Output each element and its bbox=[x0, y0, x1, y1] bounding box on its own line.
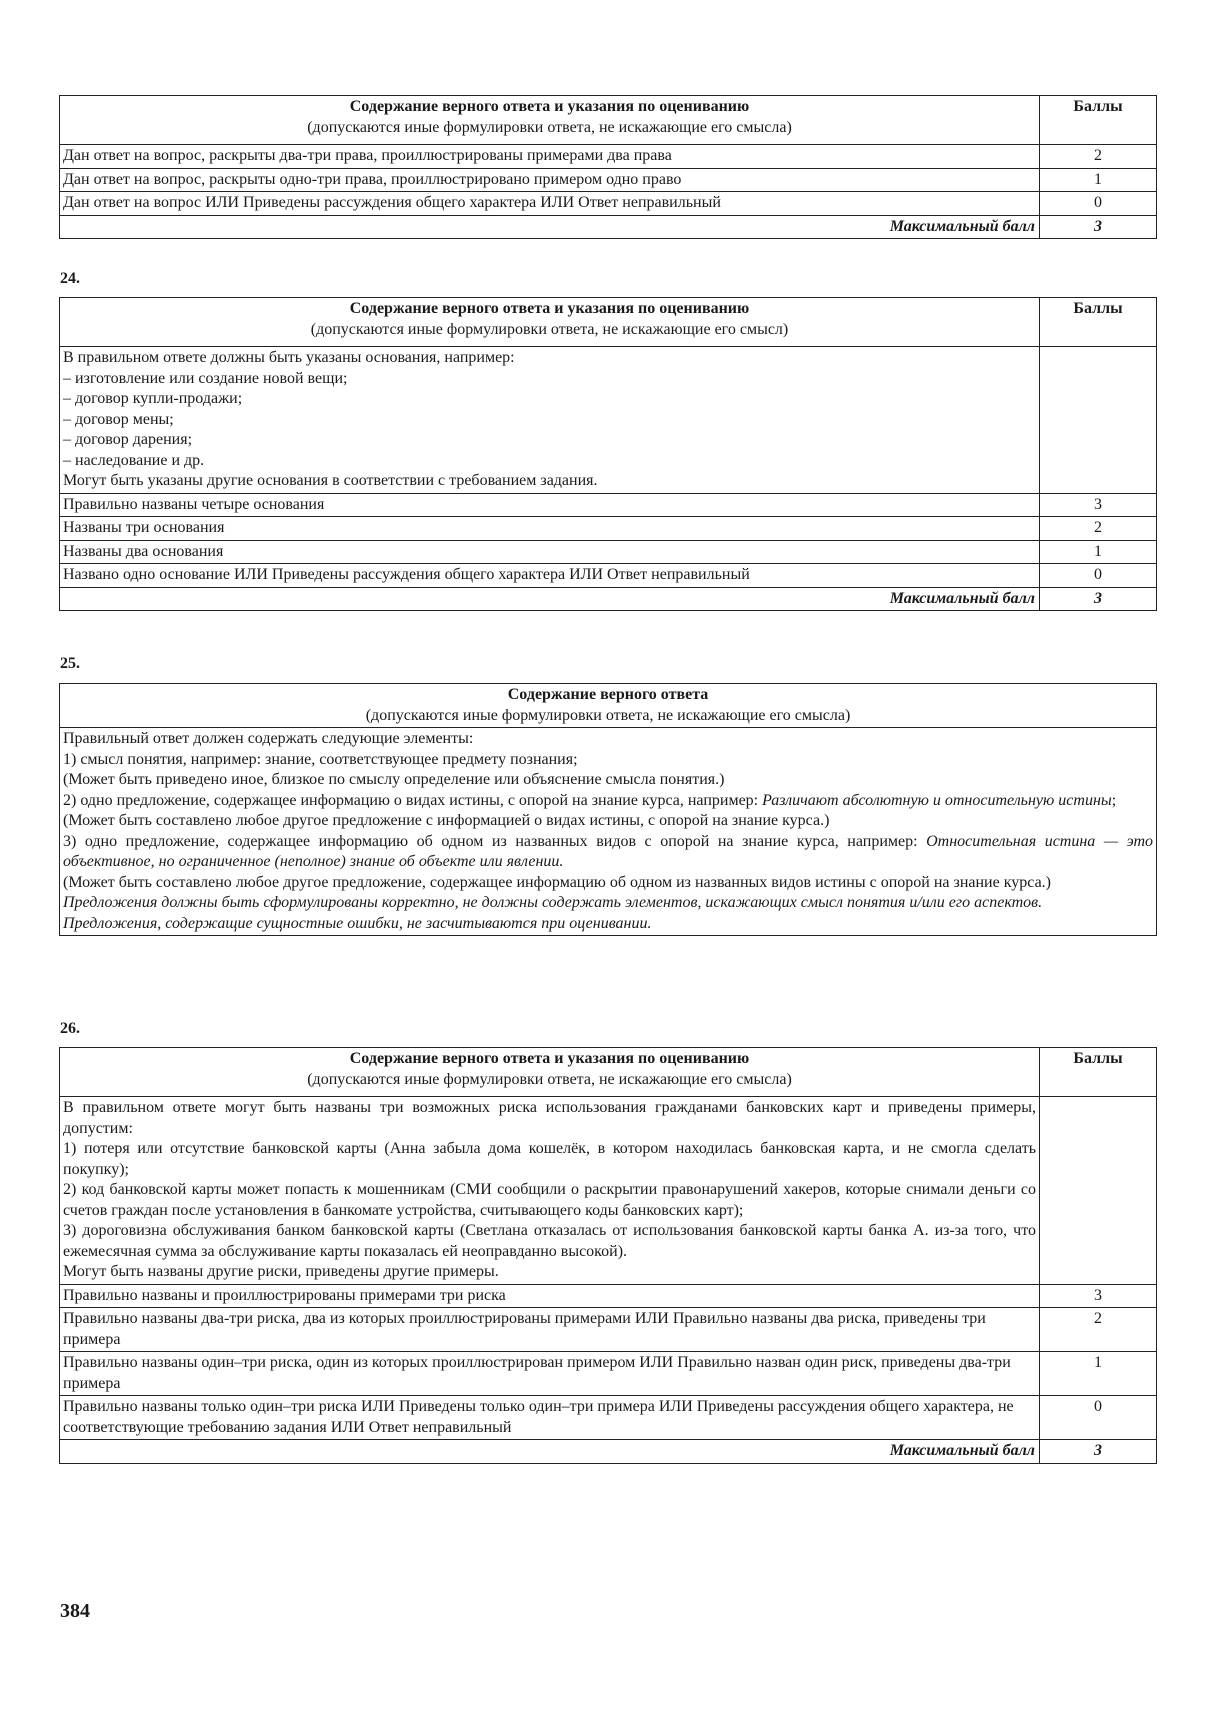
score-value: 2 bbox=[1040, 1308, 1157, 1352]
text-segment: Предложения должны быть сформулированы корректно, не должны содержать элементов, искажающих смысл понятия и/или его аспектов. bbox=[63, 894, 1043, 911]
criterion-text: Названы три основания bbox=[60, 517, 1040, 541]
max-row bbox=[60, 587, 1157, 611]
score-row bbox=[60, 1308, 1157, 1352]
max-label: Максимальный балл bbox=[60, 215, 1040, 239]
content-line: Могут быть указаны другие основания в соответствии с требованием задания. bbox=[63, 472, 598, 489]
content-line: – наследование и др. bbox=[63, 451, 205, 469]
q25-table bbox=[59, 683, 1157, 936]
q26-table bbox=[59, 1047, 1157, 1464]
answer-content-row bbox=[60, 1097, 1157, 1285]
criterion-text: Названы два основания bbox=[60, 540, 1040, 564]
text-segment: 2) одно предложение, содержащее информацию о видах истины, с опорой на знание курса, например: bbox=[63, 791, 763, 809]
score-row bbox=[60, 1284, 1157, 1308]
header-row bbox=[60, 96, 1157, 145]
header-subtitle: (допускаются иные формулировки ответа, не искажающие его смысла) bbox=[307, 118, 792, 136]
max-row bbox=[60, 215, 1157, 239]
answer-content-row bbox=[60, 728, 1157, 936]
max-row bbox=[60, 1440, 1157, 1464]
score-row bbox=[60, 540, 1157, 564]
criterion-text: Правильно названы два-три риска, два из которых проиллюстрированы примерами ИЛИ Правильно названы два риска, приведены три примера bbox=[60, 1308, 1040, 1352]
header-row bbox=[60, 684, 1157, 728]
content-line: Могут быть названы другие риски, приведены другие примеры. bbox=[63, 1263, 499, 1280]
header-row bbox=[60, 1048, 1157, 1097]
criterion-text: Правильно названы только один–три риска ИЛИ Приведены только один–три примера ИЛИ Приведены рассуждения общего характера, не соответствующие требованию задания ИЛИ Ответ неправильный bbox=[60, 1396, 1040, 1440]
score-value: 1 bbox=[1040, 1352, 1157, 1396]
score-value: 0 bbox=[1040, 192, 1157, 216]
page-number: 384 bbox=[60, 1600, 90, 1622]
text-segment: ; bbox=[1111, 791, 1117, 809]
score-value: 1 bbox=[1040, 168, 1157, 192]
score-row bbox=[60, 145, 1157, 169]
content-line bbox=[63, 893, 1153, 914]
score-value: 3 bbox=[1040, 1284, 1157, 1308]
max-label: Максимальный балл bbox=[60, 587, 1040, 611]
q24-number: 24. bbox=[60, 270, 80, 287]
text-segment: Различают абсолютную и относительную истины bbox=[762, 791, 1112, 809]
score-row bbox=[60, 564, 1157, 588]
text-segment: 1) смысл понятия, например: знание, соответствующее предмету познания; bbox=[63, 750, 578, 768]
text-segment: Относительная истина — это объективное, но ограниченное (неполное) знание об объекте или явлении. bbox=[63, 832, 1153, 870]
score-row bbox=[60, 168, 1157, 192]
score-value: 0 bbox=[1040, 1396, 1157, 1440]
text-segment: Правильный ответ должен содержать следующие элементы: bbox=[63, 730, 474, 747]
q23-table bbox=[59, 95, 1157, 239]
text-segment: (Может быть приведено иное, близкое по смыслу определение или объяснение смысла понятия.) bbox=[63, 771, 725, 788]
score-row bbox=[60, 493, 1157, 517]
score-row bbox=[60, 1352, 1157, 1396]
header-subtitle: (допускаются иные формулировки ответа, не искажающие его смысл) bbox=[310, 320, 789, 338]
score-header: Баллы bbox=[1040, 1048, 1157, 1097]
max-score: 3 bbox=[1040, 587, 1157, 611]
content-line bbox=[63, 873, 1153, 894]
content-line bbox=[63, 914, 1153, 935]
criterion-text: Правильно названы четыре основания bbox=[60, 493, 1040, 517]
content-line: – договор дарения; bbox=[63, 431, 193, 448]
header-subtitle: (допускаются иные формулировки ответа, не искажающие его смысла) bbox=[307, 1070, 792, 1088]
content-line: – изготовление или создание новой вещи; bbox=[63, 369, 348, 387]
criterion-text: Правильно названы и проиллюстрированы примерами три риска bbox=[60, 1284, 1040, 1308]
criterion-text: Правильно названы один–три риска, один из которых проиллюстрирован примером ИЛИ Правильно назван один риск, приведены два-три примера bbox=[60, 1352, 1040, 1396]
score-header: Баллы bbox=[1040, 298, 1157, 347]
score-value: 1 bbox=[1040, 540, 1157, 564]
text-segment: 3) одно предложение, содержащее информацию об одном из названных видов с опорой на знание курса, например: bbox=[63, 832, 927, 850]
criterion-text: Дан ответ на вопрос, раскрыты одно-три права, проиллюстрировано примером одно право bbox=[60, 168, 1040, 192]
q25-number: 25. bbox=[60, 655, 80, 672]
content-line bbox=[63, 832, 1153, 873]
content-line bbox=[63, 811, 1153, 832]
content-line bbox=[63, 750, 1153, 771]
score-value: 0 bbox=[1040, 564, 1157, 588]
criterion-text: Названо одно основание ИЛИ Приведены рассуждения общего характера ИЛИ Ответ неправильный bbox=[60, 564, 1040, 588]
header-title: Содержание верного ответа и указания по оцениванию bbox=[349, 98, 750, 115]
header-title: Содержание верного ответа bbox=[507, 686, 709, 703]
content-line: 2) код банковской карты может попасть к мошенникам (СМИ сообщили о раскрытии правонарушений хакеров, которые снимали деньги со счетов граждан после установления в банкомате устройства, считывающего коды банковских карт); bbox=[63, 1181, 1036, 1219]
score-value: 2 bbox=[1040, 145, 1157, 169]
score-row bbox=[60, 1396, 1157, 1440]
content-line: В правильном ответе могут быть названы три возможных риска использования гражданами банковских карт и приведены примеры, допустим: bbox=[63, 1099, 1036, 1137]
score-value: 2 bbox=[1040, 517, 1157, 541]
score-row bbox=[60, 517, 1157, 541]
criterion-text: Дан ответ на вопрос ИЛИ Приведены рассуждения общего характера ИЛИ Ответ неправильный bbox=[60, 192, 1040, 216]
header-title: Содержание верного ответа и указания по оцениванию bbox=[349, 300, 750, 317]
content-line: – договор мены; bbox=[63, 410, 174, 428]
content-line: 1) потеря или отсутствие банковской карты (Анна забыла дома кошелёк, в котором находилась банковская карта, и не смогла сделать покупку); bbox=[63, 1140, 1036, 1178]
content-line bbox=[63, 729, 1153, 750]
q24-table bbox=[59, 297, 1157, 611]
header-subtitle: (допускаются иные формулировки ответа, не искажающие его смысла) bbox=[365, 706, 851, 724]
q26-number: 26. bbox=[60, 1020, 80, 1037]
text-segment: (Может быть составлено любое другое предложение, содержащее информацию об одном из названных видов истины с опорой на знание курса.) bbox=[63, 873, 1051, 891]
header-row bbox=[60, 298, 1157, 347]
content-line: В правильном ответе должны быть указаны основания, например: bbox=[63, 349, 515, 366]
content-line: – договор купли-продажи; bbox=[63, 390, 243, 407]
text-segment: Предложения, содержащие сущностные ошибки, не засчитываются при оценивании. bbox=[63, 914, 652, 932]
content-line: 3) дороговизна обслуживания банком банковской карты (Светлана отказалась от использования банковской карты банка А. из-за того, что ежемесячная сумма за обслуживание карты показалась ей неоправданно высокой). bbox=[63, 1222, 1036, 1260]
content-line bbox=[63, 770, 1153, 791]
content-line bbox=[63, 791, 1153, 812]
score-value: 3 bbox=[1040, 493, 1157, 517]
max-score: 3 bbox=[1040, 215, 1157, 239]
answer-content-row bbox=[60, 347, 1157, 494]
max-score: 3 bbox=[1040, 1440, 1157, 1464]
score-row bbox=[60, 192, 1157, 216]
criterion-text: Дан ответ на вопрос, раскрыты два-три права, проиллюстрированы примерами два права bbox=[60, 145, 1040, 169]
text-segment: (Может быть составлено любое другое предложение с информацией о видах истины, с опорой на знание курса.) bbox=[63, 812, 830, 829]
max-label: Максимальный балл bbox=[60, 1440, 1040, 1464]
header-title: Содержание верного ответа и указания по оцениванию bbox=[349, 1050, 750, 1067]
score-header: Баллы bbox=[1040, 96, 1157, 145]
